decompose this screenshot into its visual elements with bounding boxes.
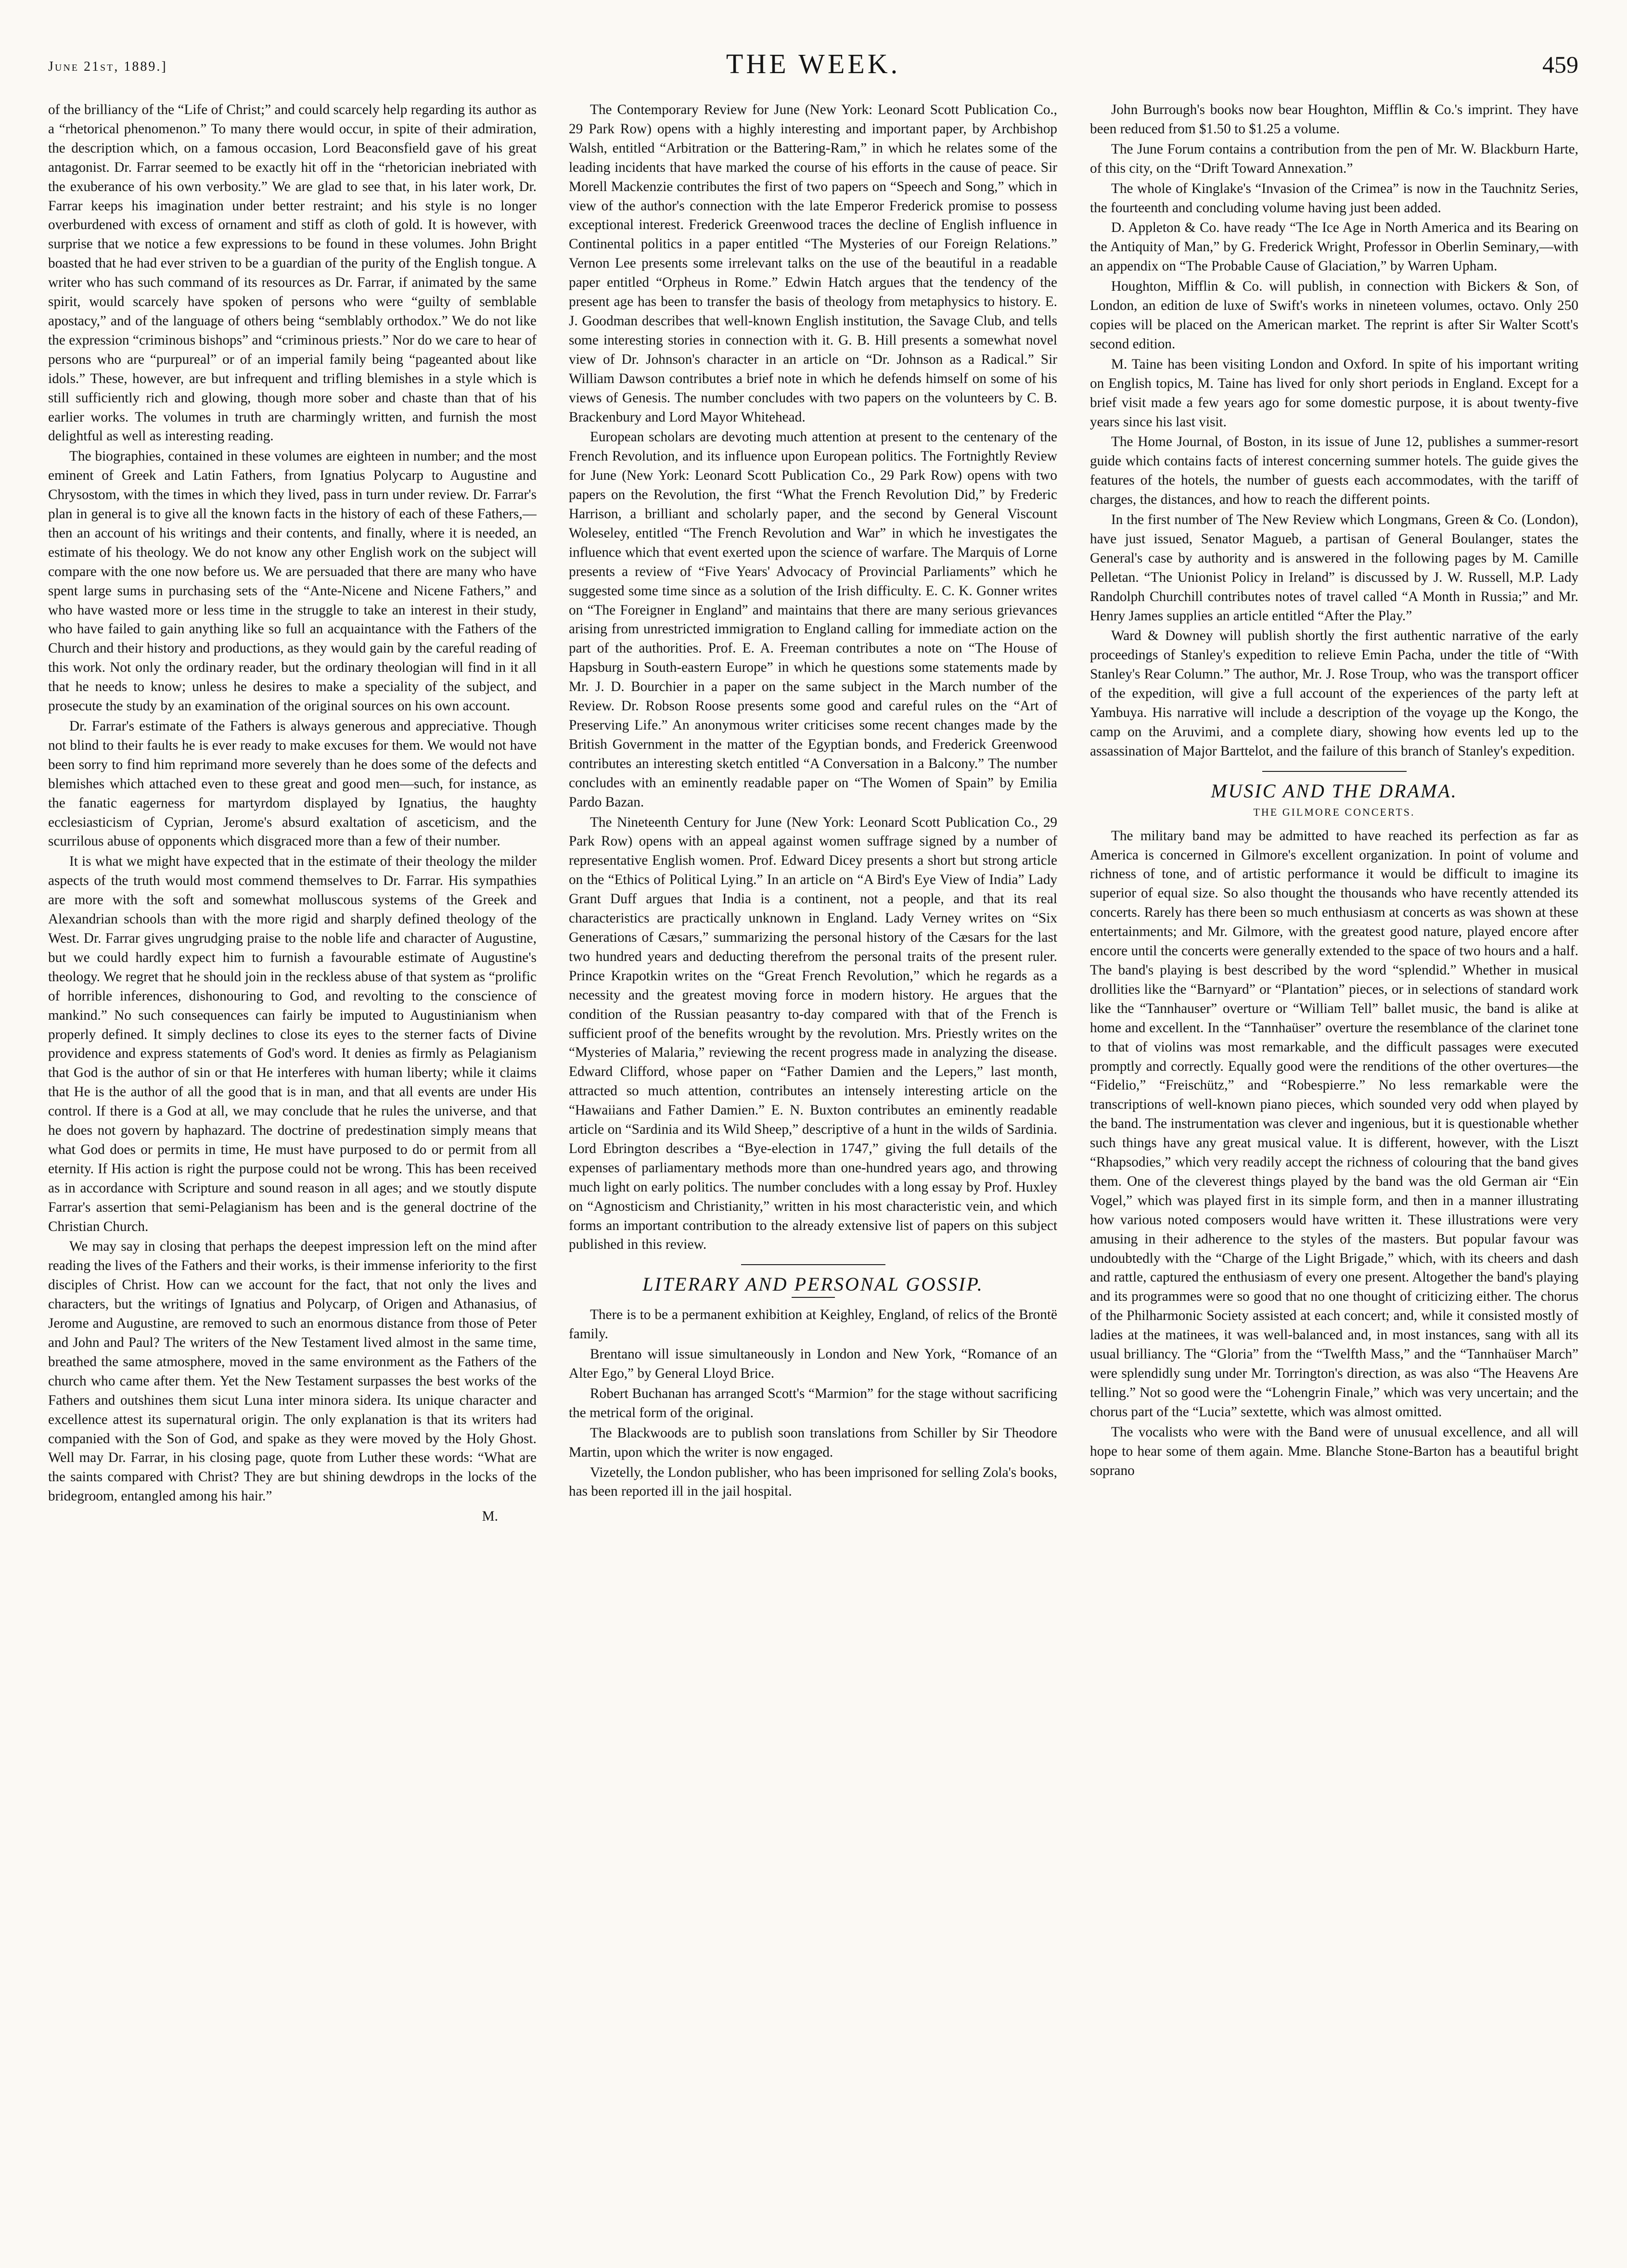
masthead — [48, 41, 1578, 79]
farrar-review-paragraph: of the brilliancy of the “Life of Christ;” and could scarcely help regarding its author as a “rhetorical phenomenon.” To many there would occur, in spite of their admiration, the description which, on a famous occasion, Lord Beaconsfield gave of his great antagonist. Dr. Farrar seemed to be exactly hit off in the “rhetorician inebriated with the exuberance of his own verbosity.” We are glad to see that, in his later work, Dr. Farrar keeps his imagination under better restraint; and his style is no longer overburdened with excess of ornament and stiff as cloth of gold. It is however, with surprise that we notice a few expressions to be found in these volumes. John Bright boasted that he had ever striven to be a guardian of the purity of the English tongue. A writer who has such command of its resources as Dr. Farrar, if animated by the same spirit, would scarcely have spoken of persons who were “guilty of semblable apostacy,” and of the language of others being “semblably orthodox.” We do not like the expression “criminous bishops” and “criminous priests.” Nor do we care to hear of persons who are “purpureal” or of an imperial family being “pageanted about like idols.” These, however, are but infrequent and trifling blemishes in a style which is still sufficiently rich and glowing, though more sober and chaste than that of his earlier works. The volumes in truth are charmingly written, and furnish the most delightful as well as interesting reading. — [48, 102, 537, 444]
contemporary-review-paragraph: The Contemporary Review for June (New York: Leonard Scott Publication Co., 29 Park Row) opens with a highly interesting and important paper, by Archbishop Walsh, entitled “Arbitration or the Battering-Ram,” in which he relates some of the leading incidents that have marked the course of his efforts in the cause of peace. Sir Morell Mackenzie contributes the first of two papers on “Speech and Song,” which in view of the author's connection with the late Emperor Frederick promise to possess exceptional interest. Frederick Greenwood traces the decline of English influence in Continental politics in a paper entitled “The Mysteries of our Foreign Relations.” Vernon Lee presents some irrelevant talks on the use of the beautiful in a readable paper entitled “Orpheus in Rome.” Edwin Hatch argues that the tendency of the present age has been to transfer the basis of theology from metaphysics to history. E. J. Goodman describes that well-known English institution, the Savage Club, and tells some interesting stories in connection with it. G. B. Hill presents a somewhat novel view of Dr. Johnson's character in an article on “Dr. Johnson as a Radical.” Sir William Dawson contributes a brief note in which he defends himself on some of his views of Genesis. The number concludes with two papers on the volunteers by C. B. Brackenbury and Lord Mayor Whitehead. — [569, 102, 1057, 425]
music-drama-heading: MUSIC AND THE DRAMA. — [1211, 780, 1458, 802]
gossip-item: Vizetelly, the London publisher, who has been imprisoned for selling Zola's books, has been reported ill in the jail hospital. — [569, 1464, 1057, 1499]
gilmore-concerts-subheading: THE GILMORE CONCERTS. — [1253, 806, 1415, 818]
column-1 — [48, 101, 537, 2237]
columns — [48, 101, 1578, 2237]
farrar-review-paragraph: The biographies, contained in these volumes are eighteen in number; and the most eminent of Greek and Latin Fathers, from Ignatius Polycarp to Augustine and Chrysostom, with the times in which they lived, pass in turn under review. Dr. Farrar's plan in general is to give all the known facts in the history of each of these Fathers,—then an account of his writings and their contents, and finally, where it is needed, an estimate of his theology. We do not know any other English work on the subject will compare with the one now before us. We are persuaded that there are many who have spent large sums in purchasing sets of the “Ante-Nicene and Nicene Fathers,” and who have wasted more or less time in the struggle to take an interest in their study, who have failed to gain anything like so full an acquaintance with the Fathers of the Church and their history and productions, as they would gain by the careful reading of this work. Not only the ordinary reader, but the ordinary theologian will find in it all that he needs to know; unless he desires to make a speciality of the subject, and prosecute the study by an examination of the original sources on his own account. — [48, 448, 537, 714]
heading-rule — [792, 1297, 835, 1298]
nineteenth-century-paragraph: The Nineteenth Century for June (New York: Leonard Scott Publication Co., 29 Park Row) opens with an appeal against women suffrage signed by a number of representative English women. Prof. Edward Dicey presents a short but strong article on the “Ethics of Political Lying.” In an article on “A Bird's Eye View of India” Lady Grant Duff argues that India is a continent, not a people, and that its real characteristics are practically unknown in England. Lady Verney writes on “Six Generations of Cæsars,” summarizing the personal history of the Cæsars for the last two hundred years and deducting therefrom the personal traits of the present ruler. Prince Krapotkin writes on the “Great French Revolution,” which he regards as a necessity and the greatest moving force in modern history. He argues that the condition of the Russian peasantry to-day compared with that of the French is sufficient proof of the benefits wrought by the revolution. Mrs. Priestly writes on the “Mysteries of Malaria,” reviewing the recent progress made in analyzing the disease. Edward Clifford, whose paper on “Father Damien and the Lepers,” last month, attracted so much attention, contributes an intensely interesting article on the “Hawaiians and Father Damien.” E. N. Buxton contributes an eminently readable article on “Sardinia and its Wild Sheep,” descriptive of a hunt in the wilds of Sardinia. Lord Ebrington describes a “Bye-election in 1747,” giving the full details of the expenses of parliamentary methods more than one-hundred years ago, and throwing much light on early politics. The number concludes with a long essay by Prof. Huxley on “Agnosticism and Christianity,” written in his most characteristic vein, and which forms an important contribution to the already extensive list of papers on this subject published in this review. — [569, 814, 1057, 1253]
gossip-item: M. Taine has been visiting London and Oxford. In spite of his important writing on English topics, M. Taine has lived for only short periods in England. Except for a brief visit made a few years ago for some domestic purpose, it is about twenty-five years since his last visit. — [1090, 356, 1578, 430]
gossip-item: The Blackwoods are to publish soon translations from Schiller by Sir Theodore Martin, upon which the writer is now engaged. — [569, 1425, 1057, 1460]
issue-date: June 21st, 1889.] — [48, 59, 167, 74]
gossip-item: The whole of Kinglake's “Invasion of the Crimea” is now in the Tauchnitz Series, the fourteenth and concluding volume having just been added. — [1090, 180, 1578, 216]
review-signature: M. — [482, 1509, 498, 1525]
farrar-review-paragraph: We may say in closing that perhaps the deepest impression left on the mind after reading the lives of the Fathers and their works, is their immense inferiority to the first disciples of Christ. How can we account for the fact, that not only the lives and characters, but the writings of Ignatius and Polycarp, of Origen and Athanasius, of Jerome and Augustine, are removed to such an enormous distance from those of Peter and John and Paul? The writers of the New Testament lived almost in the same time, breathed the same atmosphere, moved in the same environment as the Fathers of the church who came after them. Yet the New Testament surpasses the best works of the Fathers and outshines them sicut Luna inter minora sidera. Its unique character and excellence attest its supernatural origin. The only explanation is that its writers had companied with the Son of God, and spake as they were moved by the Holy Ghost. Well may Dr. Farrar, in his closing page, quote from Luther these words: “What are the saints compared with Christ? They are but shining dewdrops in the locks of the bridegroom, entangled among his hair.” — [48, 1239, 537, 1504]
section-divider — [741, 1264, 885, 1265]
newspaper-page — [48, 41, 1578, 2255]
fortnightly-review-paragraph: European scholars are devoting much attention at present to the centenary of the French Revolution, and its influence upon European politics. The Fortnightly Review for June (New York: Leonard Scott Publication Co., 29 Park Row) opens with two papers on the Revolution, the first “What the French Revolution Did,” by Frederic Harrison, a brilliant and scholarly paper, and the second by General Viscount Woleseley, entitled “The French Revolution and War” in which he investigates the influence which that event exerted upon the science of warfare. The Marquis of Lorne presents a review of “Five Years' Advocacy of Provincial Parliaments” which he suggested some time since as a solution of the Irish difficulty. E. C. K. Gonner writes on “The Foreigner in England” and maintains that there are many serious grievances arising from unrestricted immigration to England calling for immediate action on the part of the authorities. Prof. E. A. Freeman contributes a note on “The House of Hapsburg in South-eastern Europe” in which he questions some statements made by Mr. J. D. Bourchier in a paper on the same subject in the March number of the Review. Dr. Robson Roose presents some good and careful rules on the “Art of Preserving Life.” An anonymous writer criticises some recent changes made by the British Government in the matter of the Egyptian bonds, and Frederick Greenwood contributes an interesting sketch entitled “A Conversation in a Balcony.” The number concludes with an eminently readable paper on “The Women of Spain” by Emilia Pardo Bazan. — [569, 429, 1057, 810]
music-paragraph: The vocalists who were with the Band were of unusual excellence, and all will hope to hear some of them again. Mme. Blanche Stone-Barton has a beautiful bright soprano — [1090, 1424, 1578, 1478]
literary-gossip-heading: LITERARY AND PERSONAL GOSSIP. — [642, 1273, 984, 1295]
gossip-item: The Home Journal, of Boston, in its issue of June 12, publishes a summer-resort guide which contains facts of interest concerning summer hotels. The guide gives the features of the hotels, the number of guests each accommodates, with the tariff of charges, the distances, and how to reach the different points. — [1090, 434, 1578, 508]
column-3 — [1090, 101, 1578, 2237]
gossip-item: Houghton, Mifflin & Co. will publish, in connection with Bickers & Son, of London, an edition de luxe of Swift's works in nineteen volumes, octavo. Only 250 copies will be placed on the American market. The reprint is after Sir Walter Scott's second edition. — [1090, 279, 1578, 352]
gossip-item: Brentano will issue simultaneously in London and New York, “Romance of an Alter Ego,” by General Lloyd Brice. — [569, 1346, 1057, 1381]
gossip-item: Robert Buchanan has arranged Scott's “Marmion” for the stage without sacrificing the metrical form of the original. — [569, 1385, 1057, 1421]
column-2 — [569, 101, 1057, 2237]
farrar-review-paragraph: It is what we might have expected that in the estimate of their theology the milder aspects of the truth would most commend themselves to Dr. Farrar. His sympathies are more with the soft and somewhat molluscous systems of the Greek and Alexandrian schools than with the more rigid and sharply defined theology of the West. Dr. Farrar gives ungrudging praise to the noble life and character of Augustine, but we could hardly expect him to furnish a favourable estimate of Augustine's theology. We regret that he should join in the reckless abuse of that system as “prolific of horrible inferences, dishonouring to God, and revolting to the conscience of mankind.” No such consequences can fairly be imputed to Augustinianism when properly defined. It simply declines to close its eyes to the sterner facts of Divine providence and express statements of God's word. It denies as firmly as Pelagianism that God is the author of sin or that He interferes with human liberty; while it claims that He is the author of all the good that is in man, and that all events are under His control. If there is a God at all, we may conclude that he rules the universe, and that he does not govern by haphazard. The doctrine of predestination simply means that what God does or permits in time, He must have purposed to do or permit from all eternity. If His action is right the purpose could not be wrong. This has been received as in accordance with Scripture and sound reason in all ages; and we stoutly dispute Farrar's assertion that semi-Pelagianism has been and is the general doctrine of the Christian Church. — [48, 854, 537, 1234]
publication-title: THE WEEK. — [726, 48, 901, 79]
farrar-review-paragraph: Dr. Farrar's estimate of the Fathers is always generous and appreciative. Though not blind to their faults he is ever ready to make excuses for them. We would not have been sorry to find him reprimand more severely than he does some of the defects and blemishes which attached even to these great and good men—such, for instance, as the fanatic eagerness for martyrdom displayed by Ignatius, the haughty ecclesiasticism of Cyprian, Jerome's absurd exaltation of asceticism, and the scurrilous abuse of opponents which disgraced more than a few of their number. — [48, 718, 537, 849]
gossip-item: John Burrough's books now bear Houghton, Mifflin & Co.'s imprint. They have been reduced from $1.50 to $1.25 a volume. — [1090, 102, 1578, 137]
section-divider — [1262, 771, 1407, 772]
gossip-item: In the first number of The New Review which Longmans, Green & Co. (London), have just issued, Senator Magueb, a partisan of General Boulanger, states the General's case by authority and is answered in the following pages by M. Camille Pelletan. “The Unionist Policy in Ireland” is discussed by J. W. Russell, M.P. Lady Randolph Churchill contributes notes of travel called “A Month in Russia;” and Mr. Henry James supplies an article entitled “After the Play.” — [1090, 512, 1578, 624]
gossip-item: There is to be a permanent exhibition at Keighley, England, of relics of the Brontë family. — [569, 1307, 1057, 1342]
page-number: 459 — [1542, 51, 1578, 78]
gossip-item: The June Forum contains a contribution from the pen of Mr. W. Blackburn Harte, of this city, on the “Drift Toward Annexation.” — [1090, 141, 1578, 176]
music-paragraph: The military band may be admitted to have reached its perfection as far as America is concerned in Gilmore's excellent organization. In point of volume and richness of tone, and of artistic performance it would be difficult to imagine its superior of equal size. So also thought the thousands who have recently attended its concerts. Rarely has there been so much enthusiasm at concerts as was shown at these entertainments; and Mr. Gilmore, with the greatest good nature, played encore after encore until the concerts were generally extended to the space of two hours and a half. The band's playing is best described by the word “splendid.” Whether in musical drollities like the “Barnyard” or “Plantation” pieces, or in selections of standard work like the “Tannhauser” overture or “William Tell” ballet music, the band is alike at home and excellent. In the “Tannhaüser” overture the resemblance of the clarinet tone to that of violins was most remarkable, and the difficult passages were executed promptly and correctly. Equally good were the renditions of the other overtures—the “Fidelio,” “Freischütz,” and “Robespierre.” No less remarkable were the transcriptions of well-known piano pieces, which sounded very odd when played by the band. The instrumentation was clever and ingenious, but it is questionable whether such things have any great musical value. It is different, however, with the Liszt “Rhapsodies,” which very readily accept the richness of colouring that the band gives them. One of the cleverest things played by the band was the old German air “Ein Vogel,” which was played first in its simple form, and then in a manner illustrating how various noted composers would have written it. These illustrations were very amusing in their adherence to the styles of the masters. But popular favour was undoubtedly with the “Charge of the Light Brigade,” which, with its cheers and dash and rattle, captured the enthusiasm of every one present. Altogether the band's playing and its programmes were so good that no one thought of criticizing either. The chorus of the Philharmonic Society assisted at each concert; and, while it consisted mostly of ladies at the matinees, it was well-balanced and, in most instances, sang with all its usual brilliancy. The “Gloria” from the “Twelfth Mass,” and the “Tannhaüser March” were splendidly sung under Mr. Torrington's direction, as was also “The Heavens Are telling.” Not so good were the “Lohengrin Finale,” which was very uncertain; and the chorus part of the “Lucia” sextette, which was almost omitted. — [1090, 828, 1578, 1420]
gossip-item: D. Appleton & Co. have ready “The Ice Age in North America and its Bearing on the Antiquity of Man,” by G. Frederick Wright, Professor in Oberlin Seminary,—with an appendix on “The Probable Cause of Glaciation,” by Warren Upham. — [1090, 220, 1578, 274]
gossip-item: Ward & Downey will publish shortly the first authentic narrative of the early proceedings of Stanley's expedition to relieve Emin Pacha, under the title of “With Stanley's Rear Column.” The author, Mr. J. Rose Troup, who was the transport officer of the expedition, will give a full account of the experiences of the party left at Yambuya. His narrative will include a description of the voyage up the Kongo, the camp on the Aruvimi, and a complete diary, showing how events led up to the assassination of Major Barttelot, and the failure of this branch of Stanley's expedition. — [1090, 628, 1578, 759]
